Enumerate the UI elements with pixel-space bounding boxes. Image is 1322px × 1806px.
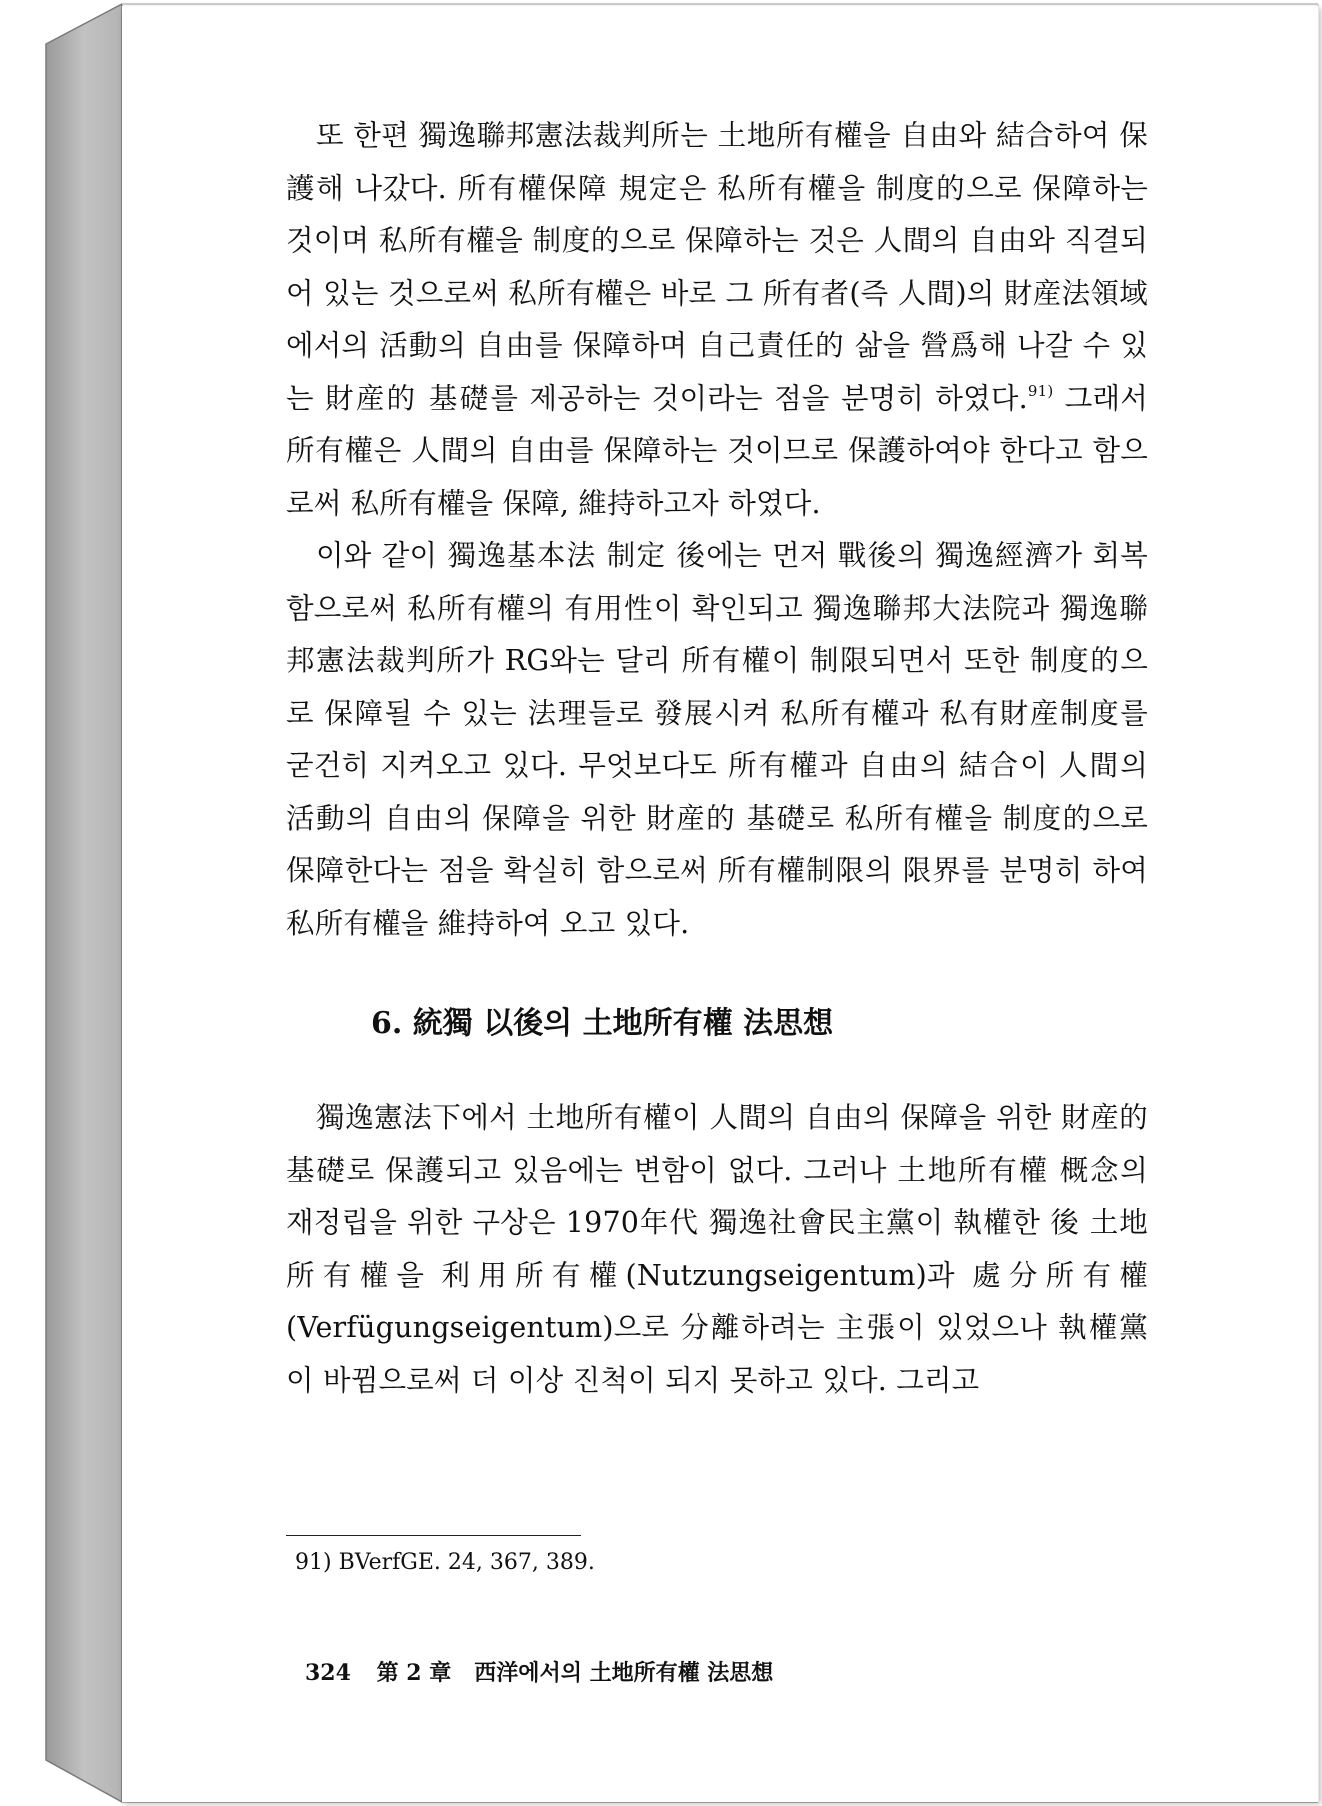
running-footer (305, 1658, 773, 1688)
paragraph-3: 獨逸憲法下에서 土地所有權이 人間의 自由의 保障을 위한 財産的 基礎로 保護되고 있음에는 변함이 없다. 그러나 土地所有權 概念의 재정립을 위한 구상은 1970年代 獨逸社會民主黨이 執權한 後 土地所有權을 利用所有權(Nutzungseigentum)과 處分所有權(Verfügungseigentum)으로 分離하려는 主張이 있었으나 執權黨이 바뀜으로써 더 이상 진척이 되지 못하고 있다. 그리고 (286, 1101, 1148, 1397)
page-number: 324 (305, 1660, 351, 1686)
chapter-label: 第 2 章 (376, 1660, 452, 1686)
paragraph-1: 또 한편 獨逸聯邦憲法裁判所는 土地所有權을 自由와 結合하여 保護해 나갔다. 所有權保障 規定은 私所有權을 制度的으로 保障하는 것이며 私所有權을 制度的으로 保障하는 것은 人間의 自由와 직결되어 있는 것으로써 私所有權은 바로 그 所有者(즉 人間)의 財産法領域에서의 活動의 自由를 保障하며 自己責任的 삶을 營爲해 나갈 수 있는 財産的 基礎를 제공하는 것이라는 점을 분명히 하였다.$^{91)}$ 그래서 所有權은 人間의 自由를 保障하는 것이므로 保護하여야 한다고 함으로써 私所有權을 保障, 維持하고자 하였다. (286, 119, 1148, 520)
paragraph-2: 이와 같이 獨逸基本法 制定 後에는 먼저 戰後의 獨逸經濟가 회복함으로써 私所有權의 有用性이 확인되고 獨逸聯邦大法院과 獨逸聯邦憲法裁判所가 RG와는 달리 所有權이 制限되면서 또한 制度的으로 保障될 수 있는 法理들로 發展시켜 私所有權과 私有財産制度를 굳건히 지켜오고 있다. 무엇보다도 所有權과 自由의 結合이 人間의 活動의 自由의 保障을 위한 財産的 基礎로 私所有權을 制度的으로 保障한다는 점을 확실히 함으로써 所有權制限의 限界를 분명히 하여 私所有權을 維持하여 오고 있다. (286, 539, 1148, 940)
page-body (286, 110, 1148, 1407)
chapter-title: 西洋에서의 土地所有權 法思想 (474, 1660, 774, 1686)
footnote-divider (286, 1535, 581, 1536)
footnote-ref: 91) (1027, 381, 1054, 400)
footnote: 91) BVerfGE. 24, 367, 389. (295, 1550, 595, 1575)
section-title: 6. 統獨 以後의 土地所有權 法思想 (371, 1006, 834, 1041)
